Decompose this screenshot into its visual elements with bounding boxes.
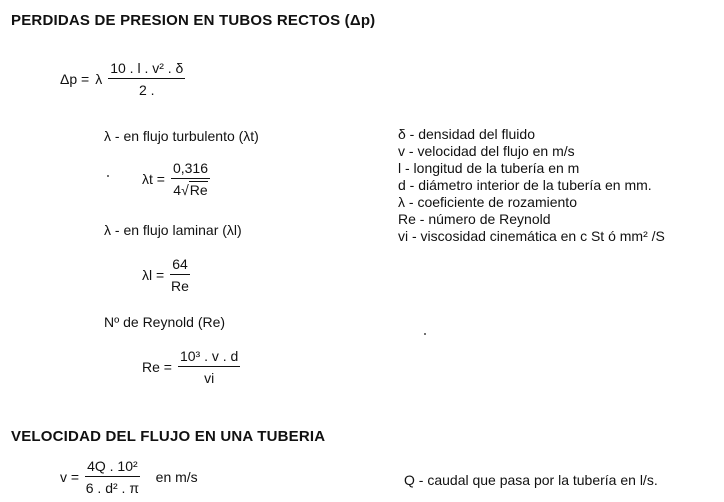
flow-rate-definition: Q - caudal que pasa por la tubería en l/s.	[404, 472, 658, 488]
pressure-loss-formula	[60, 60, 185, 98]
definition-item: λ - coeficiente de rozamiento	[398, 194, 577, 210]
turbulent-formula	[142, 160, 210, 198]
turbulent-numerator: 0,316	[171, 160, 210, 179]
laminar-numerator: 64	[170, 256, 190, 275]
velocity-fraction	[85, 458, 140, 496]
reynolds-formula	[142, 348, 240, 386]
formula-lhs: Δp =	[60, 71, 90, 87]
reynolds-label: Nº de Reynold (Re)	[104, 314, 226, 330]
section-heading-flow-velocity: VELOCIDAD DEL FLUJO EN UNA TUBERIA	[11, 428, 326, 445]
laminar-flow-label: λ - en flujo laminar (λl)	[104, 222, 242, 238]
laminar-fraction	[170, 256, 190, 294]
velocity-denominator: 6 . d² . π	[85, 480, 139, 496]
variable-definitions	[398, 126, 665, 245]
laminar-lhs: λl =	[142, 267, 165, 283]
scan-speck	[107, 175, 109, 177]
turbulent-denominator	[173, 179, 207, 198]
reynolds-lhs: Re =	[142, 359, 172, 375]
reynolds-fraction	[178, 348, 240, 386]
formula-numerator: 10 . l . v² . δ	[108, 60, 185, 79]
formula-fraction	[108, 60, 185, 98]
definition-item: l - longitud de la tubería en m	[398, 160, 580, 176]
definition-item: v - velocidad del flujo en m/s	[398, 143, 575, 159]
reynolds-numerator: 10³ . v . d	[178, 348, 240, 367]
velocity-numerator: 4Q . 10²	[85, 458, 140, 477]
sqrt-symbol: √	[181, 182, 189, 198]
turbulent-flow-label: λ - en flujo turbulento (λt)	[104, 128, 259, 144]
turbulent-den-radicand: Re	[189, 182, 208, 198]
definition-item: vi - viscosidad cinemática en c St ó mm² /S	[398, 228, 665, 244]
laminar-denominator: Re	[171, 278, 189, 294]
definition-item: δ - densidad del fluido	[398, 126, 535, 142]
definition-item: d - diámetro interior de la tubería en mm.	[398, 177, 652, 193]
velocity-unit: en m/s	[155, 469, 198, 485]
reynolds-denominator: vi	[204, 370, 215, 386]
formula-factor: λ	[95, 71, 103, 87]
scan-speck	[424, 333, 426, 335]
turbulent-lhs: λt =	[142, 171, 165, 187]
turbulent-den-coef: 4	[173, 182, 182, 198]
velocity-formula	[60, 458, 198, 496]
section-heading-pressure-loss: PERDIDAS DE PRESION EN TUBOS RECTOS (Δp)	[11, 12, 376, 29]
turbulent-fraction	[171, 160, 210, 198]
velocity-lhs: v =	[60, 469, 80, 485]
laminar-formula	[142, 256, 190, 294]
definition-item: Re - número de Reynold	[398, 211, 551, 227]
formula-denominator: 2 .	[138, 82, 155, 98]
